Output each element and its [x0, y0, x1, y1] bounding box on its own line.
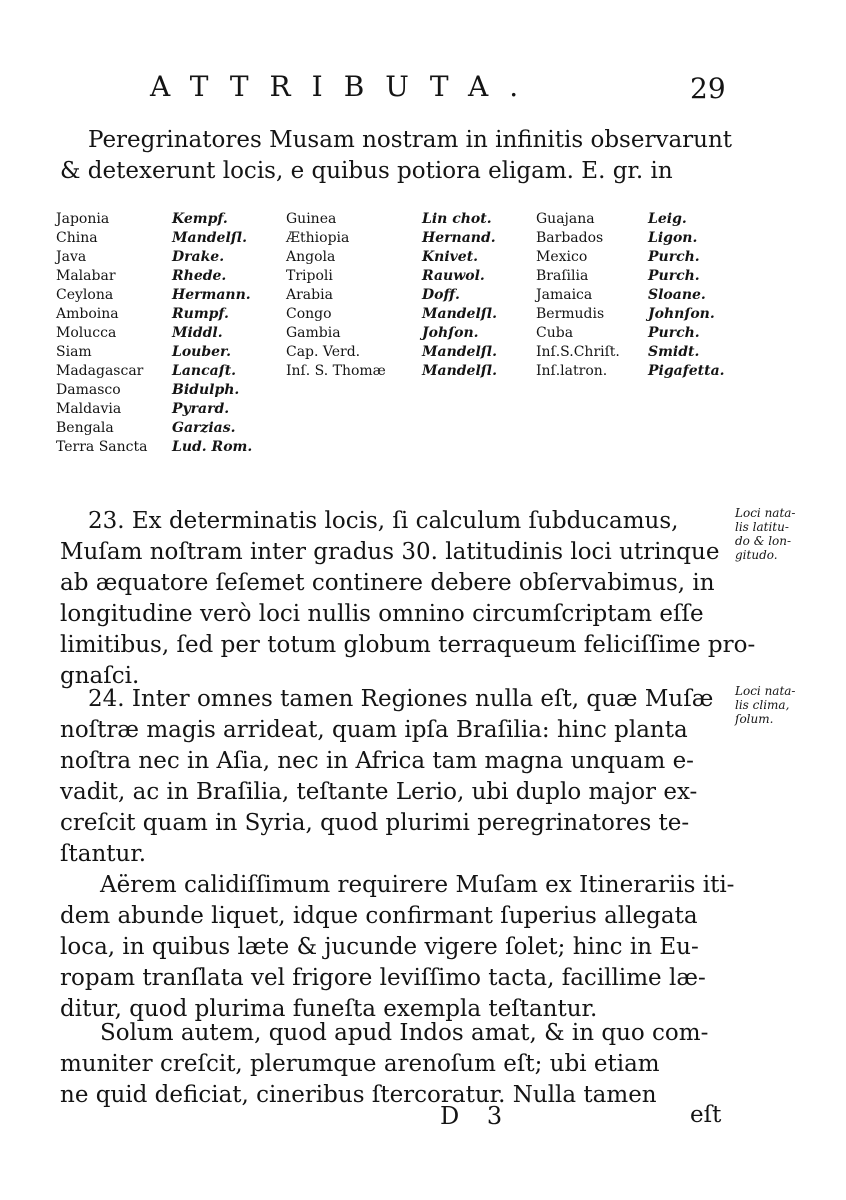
author-name: Johſon.	[422, 325, 479, 341]
catchword: eſt	[690, 1102, 722, 1128]
author-name: Mandelſl.	[422, 344, 497, 360]
author-name: Garzias.	[172, 420, 236, 436]
text-line: Muſam noſtram inter gradus 30. latitudinis loci utrinque	[60, 539, 720, 565]
paragraph-aer	[60, 870, 736, 1025]
author-name: Drake.	[172, 249, 225, 265]
author-name: Lancaſt.	[172, 363, 237, 379]
text-line: limitibus, ſed per totum globum terraqueum feliciſſime pro-	[60, 632, 756, 658]
text-line: gnaſci.	[60, 663, 140, 689]
col1-places	[56, 210, 148, 457]
author-name: Mandelſl.	[422, 363, 497, 379]
place-name: Bengala	[56, 420, 114, 436]
text-line: noſtra nec in Aſia, nec in Africa tam magna unquam e-	[60, 748, 694, 774]
place-name: Gambia	[286, 325, 341, 341]
text-line: dem abunde liquet, idque confirmant ſuperius allegata	[60, 903, 698, 929]
text-line: ab æquatore ſeſemet continere debere obſervabimus, in	[60, 570, 715, 596]
author-name: Rumpf.	[172, 306, 229, 322]
place-name: Mexico	[536, 249, 588, 265]
margin-note-23	[735, 506, 825, 562]
place-name: Guinea	[286, 211, 337, 227]
author-name: Hermann.	[172, 287, 251, 303]
place-name: Tripoli	[286, 268, 333, 284]
place-name: Madagascar	[56, 363, 144, 379]
place-name: Malabar	[56, 268, 116, 284]
place-name: Barbados	[536, 230, 604, 246]
col3-places	[536, 210, 620, 381]
author-name: Doff.	[422, 287, 460, 303]
running-head: ATTRIBUTA.	[150, 70, 540, 103]
text-line: creſcit quam in Syria, quod plurimi peregrinatores te-	[60, 810, 690, 836]
place-name: Inſ. S. Thomæ	[286, 363, 386, 379]
author-name: Hernand.	[422, 230, 496, 246]
place-name: Bermudis	[536, 306, 605, 322]
col2-authors	[422, 210, 497, 381]
col2-places	[286, 210, 386, 381]
place-name: Angola	[286, 249, 336, 265]
place-name: Cuba	[536, 325, 574, 341]
margin-line: ſolum.	[735, 712, 774, 726]
author-name: Louber.	[172, 344, 232, 360]
place-name: Cap. Verd.	[286, 344, 361, 360]
place-name: Molucca	[56, 325, 117, 341]
text-line: ditur, quod plurima funeſta exempla teſtantur.	[60, 996, 598, 1022]
author-name: Pyrard.	[172, 401, 230, 417]
margin-note-24	[735, 684, 825, 726]
place-name: Inſ.S.Chriſt.	[536, 344, 620, 360]
author-name: Purch.	[648, 268, 700, 284]
margin-line: Loci nata-	[735, 506, 796, 520]
author-name: Leig.	[648, 211, 687, 227]
place-name: Arabia	[286, 287, 333, 303]
author-name: Ligon.	[648, 230, 698, 246]
paragraph-solum	[60, 1018, 736, 1111]
paragraph-24	[60, 684, 736, 870]
margin-line: lis clima,	[735, 698, 790, 712]
place-name: Æthiopia	[286, 230, 350, 246]
author-name: Mandelſl.	[422, 306, 497, 322]
text-line: 23. Ex determinatis locis, ſi calculum ſubducamus,	[88, 508, 679, 534]
place-name: Jamaica	[536, 287, 593, 303]
author-name: Purch.	[648, 325, 700, 341]
place-name: Braſilia	[536, 268, 589, 284]
place-name: Guajana	[536, 211, 595, 227]
text-line: ne quid deficiat, cineribus ſtercoratur. Nulla tamen	[60, 1082, 657, 1108]
intro-line: Peregrinatores Musam nostram in infinitis observarunt	[88, 127, 733, 153]
margin-line: Loci nata-	[735, 684, 796, 698]
author-name: Rauwol.	[422, 268, 485, 284]
place-name: Amboina	[56, 306, 119, 322]
place-name: Siam	[56, 344, 92, 360]
author-name: Purch.	[648, 249, 700, 265]
margin-line: gitudo.	[735, 548, 778, 562]
text-line: loca, in quibus læte & jucunde vigere ſolet; hinc in Eu-	[60, 934, 699, 960]
author-name: Johnſon.	[648, 306, 715, 322]
place-name: Inſ.latron.	[536, 363, 608, 379]
author-name: Rhede.	[172, 268, 227, 284]
text-line: vadit, ac in Braſilia, teſtante Lerio, ubi duplo major ex-	[60, 779, 698, 805]
author-name: Smidt.	[648, 344, 700, 360]
col3-authors	[648, 210, 725, 381]
text-line: ropam tranſlata vel frigore leviſſimo tacta, facillime læ-	[60, 965, 706, 991]
text-line: muniter creſcit, plerumque arenoſum eſt; ubi etiam	[60, 1051, 660, 1077]
intro-paragraph	[60, 125, 740, 187]
author-name: Mandelſl.	[172, 230, 247, 246]
text-line: 24. Inter omnes tamen Regiones nulla eſt, quæ Muſæ	[88, 686, 714, 712]
place-name: Congo	[286, 306, 332, 322]
author-name: Middl.	[172, 325, 223, 341]
text-line: longitudine verò loci nullis omnino circumſcriptam eſſe	[60, 601, 704, 627]
page-number: 29	[690, 72, 726, 105]
intro-line: & detexerunt locis, e quibus potiora eligam. E. gr. in	[60, 158, 673, 184]
place-name: Ceylona	[56, 287, 114, 303]
col1-authors	[172, 210, 252, 457]
signature-mark: D 3	[440, 1102, 513, 1130]
author-name: Sloane.	[648, 287, 706, 303]
place-name: Damasco	[56, 382, 121, 398]
margin-line: lis latitu-	[735, 520, 789, 534]
paragraph-23	[60, 506, 756, 692]
place-name: China	[56, 230, 98, 246]
author-name: Lud. Rom.	[172, 439, 253, 455]
author-name: Lin chot.	[422, 211, 492, 227]
place-name: Terra Sancta	[56, 439, 148, 455]
author-name: Pigafetta.	[648, 363, 725, 379]
text-line: ſtantur.	[60, 841, 147, 867]
place-name: Maldavia	[56, 401, 122, 417]
place-name: Java	[56, 249, 87, 265]
author-name: Kempf.	[172, 211, 228, 227]
text-line: Aërem calidiſſimum requirere Muſam ex Itinerariis iti-	[100, 872, 735, 898]
text-line: noſtræ magis arrideat, quam ipſa Braſilia: hinc planta	[60, 717, 688, 743]
margin-line: do & lon-	[735, 534, 792, 548]
place-name: Japonia	[56, 211, 110, 227]
author-name: Knivet.	[422, 249, 479, 265]
author-name: Bidulph.	[172, 382, 240, 398]
text-line: Solum autem, quod apud Indos amat, & in quo com-	[100, 1020, 709, 1046]
